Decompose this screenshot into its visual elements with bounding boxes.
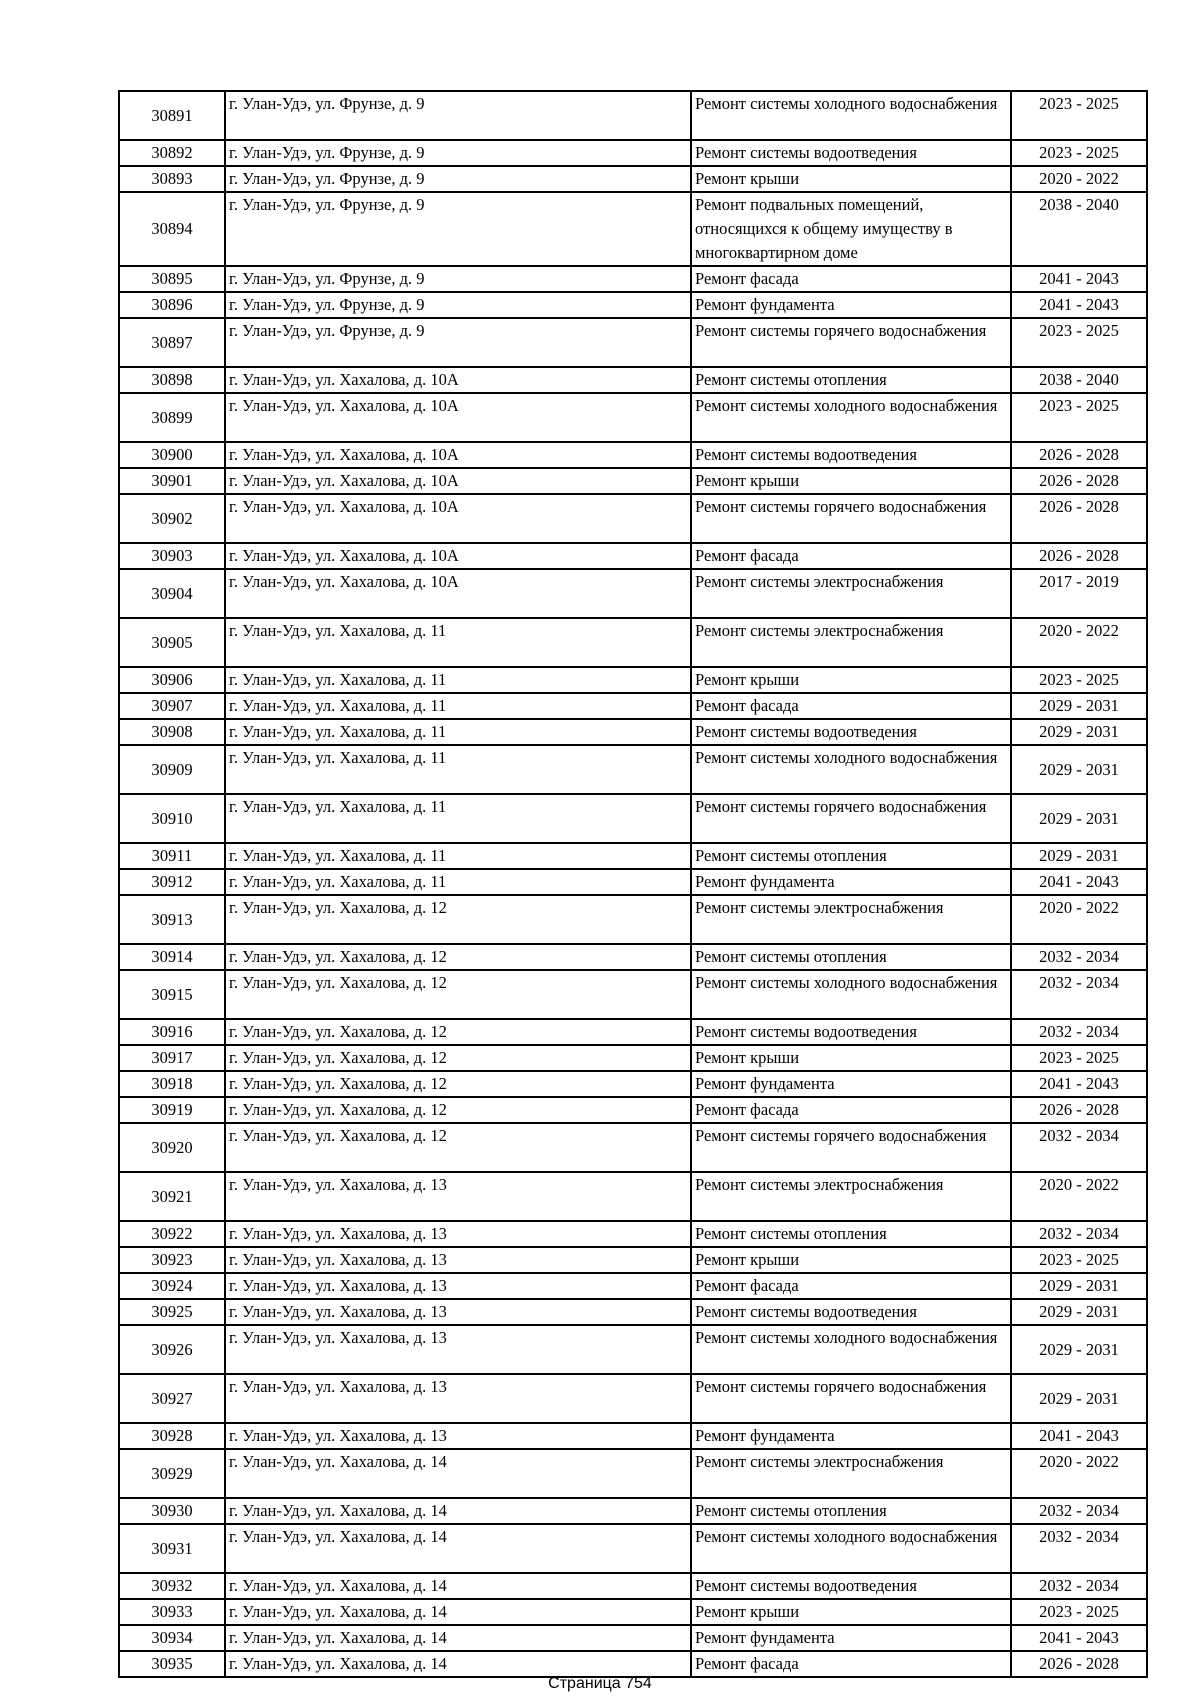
table-row [119, 869, 1147, 895]
table-row [119, 1097, 1147, 1123]
table-row [119, 468, 1147, 494]
table-row [119, 91, 1147, 140]
row-address: г. Улан-Удэ, ул. Хахалова, д. 14 [225, 1651, 691, 1677]
row-work: Ремонт системы холодного водоснабжения [691, 1325, 1011, 1374]
row-period: 2032 - 2034 [1011, 1498, 1147, 1524]
row-period: 2023 - 2025 [1011, 1045, 1147, 1071]
row-period: 2032 - 2034 [1011, 944, 1147, 970]
row-address: г. Улан-Удэ, ул. Хахалова, д. 13 [225, 1221, 691, 1247]
row-number: 30895 [119, 266, 225, 292]
table-row [119, 543, 1147, 569]
row-work: Ремонт системы отопления [691, 367, 1011, 393]
row-address: г. Улан-Удэ, ул. Фрунзе, д. 9 [225, 318, 691, 367]
row-number: 30899 [119, 393, 225, 442]
row-address: г. Улан-Удэ, ул. Хахалова, д. 14 [225, 1498, 691, 1524]
table-row [119, 618, 1147, 667]
row-number: 30933 [119, 1599, 225, 1625]
row-work: Ремонт системы горячего водоснабжения [691, 794, 1011, 843]
row-address: г. Улан-Удэ, ул. Хахалова, д. 13 [225, 1247, 691, 1273]
row-work: Ремонт системы отопления [691, 1498, 1011, 1524]
row-number: 30912 [119, 869, 225, 895]
row-period: 2026 - 2028 [1011, 468, 1147, 494]
row-period: 2041 - 2043 [1011, 266, 1147, 292]
row-period: 2041 - 2043 [1011, 869, 1147, 895]
table-row [119, 166, 1147, 192]
row-number: 30904 [119, 569, 225, 618]
row-work: Ремонт системы холодного водоснабжения [691, 91, 1011, 140]
row-work: Ремонт крыши [691, 468, 1011, 494]
row-work: Ремонт фасада [691, 266, 1011, 292]
row-period: 2023 - 2025 [1011, 393, 1147, 442]
row-address: г. Улан-Удэ, ул. Хахалова, д. 12 [225, 944, 691, 970]
table-row [119, 1123, 1147, 1172]
row-number: 30935 [119, 1651, 225, 1677]
row-address: г. Улан-Удэ, ул. Хахалова, д. 10А [225, 569, 691, 618]
row-period: 2041 - 2043 [1011, 1423, 1147, 1449]
row-number: 30924 [119, 1273, 225, 1299]
row-period: 2041 - 2043 [1011, 292, 1147, 318]
table-row [119, 843, 1147, 869]
row-work: Ремонт фасада [691, 1273, 1011, 1299]
row-address: г. Улан-Удэ, ул. Хахалова, д. 12 [225, 895, 691, 944]
table-row [119, 292, 1147, 318]
row-number: 30898 [119, 367, 225, 393]
row-period: 2023 - 2025 [1011, 91, 1147, 140]
table-row [119, 1172, 1147, 1221]
table-row [119, 1071, 1147, 1097]
row-period: 2026 - 2028 [1011, 543, 1147, 569]
row-work: Ремонт крыши [691, 1045, 1011, 1071]
row-number: 30896 [119, 292, 225, 318]
row-address: г. Улан-Удэ, ул. Фрунзе, д. 9 [225, 166, 691, 192]
row-address: г. Улан-Удэ, ул. Хахалова, д. 11 [225, 745, 691, 794]
table-row [119, 1045, 1147, 1071]
row-address: г. Улан-Удэ, ул. Хахалова, д. 12 [225, 1045, 691, 1071]
row-address: г. Улан-Удэ, ул. Фрунзе, д. 9 [225, 266, 691, 292]
row-number: 30920 [119, 1123, 225, 1172]
row-work: Ремонт системы холодного водоснабжения [691, 393, 1011, 442]
row-number: 30913 [119, 895, 225, 944]
table-row [119, 266, 1147, 292]
row-work: Ремонт системы горячего водоснабжения [691, 318, 1011, 367]
row-period: 2026 - 2028 [1011, 1651, 1147, 1677]
row-work: Ремонт системы электроснабжения [691, 1172, 1011, 1221]
row-work: Ремонт системы отопления [691, 944, 1011, 970]
table-row [119, 1449, 1147, 1498]
row-number: 30900 [119, 442, 225, 468]
row-number: 30927 [119, 1374, 225, 1423]
row-work: Ремонт системы горячего водоснабжения [691, 1374, 1011, 1423]
row-work: Ремонт фасада [691, 693, 1011, 719]
row-number: 30907 [119, 693, 225, 719]
row-number: 30922 [119, 1221, 225, 1247]
row-period: 2029 - 2031 [1011, 745, 1147, 794]
row-number: 30901 [119, 468, 225, 494]
table-row [119, 970, 1147, 1019]
row-number: 30919 [119, 1097, 225, 1123]
table-row [119, 1299, 1147, 1325]
row-address: г. Улан-Удэ, ул. Хахалова, д. 12 [225, 970, 691, 1019]
row-number: 30908 [119, 719, 225, 745]
row-number: 30931 [119, 1524, 225, 1573]
row-address: г. Улан-Удэ, ул. Хахалова, д. 11 [225, 667, 691, 693]
table-row [119, 1325, 1147, 1374]
table-row [119, 1498, 1147, 1524]
row-period: 2029 - 2031 [1011, 719, 1147, 745]
table-row [119, 1625, 1147, 1651]
row-address: г. Улан-Удэ, ул. Хахалова, д. 13 [225, 1374, 691, 1423]
row-number: 30934 [119, 1625, 225, 1651]
table-row [119, 1273, 1147, 1299]
row-period: 2032 - 2034 [1011, 970, 1147, 1019]
table-row [119, 1599, 1147, 1625]
row-period: 2023 - 2025 [1011, 318, 1147, 367]
row-period: 2029 - 2031 [1011, 794, 1147, 843]
row-period: 2029 - 2031 [1011, 1299, 1147, 1325]
row-address: г. Улан-Удэ, ул. Хахалова, д. 14 [225, 1449, 691, 1498]
row-work: Ремонт системы водоотведения [691, 719, 1011, 745]
row-work: Ремонт фундамента [691, 869, 1011, 895]
row-number: 30925 [119, 1299, 225, 1325]
row-work: Ремонт системы электроснабжения [691, 1449, 1011, 1498]
row-address: г. Улан-Удэ, ул. Фрунзе, д. 9 [225, 292, 691, 318]
table-row [119, 1573, 1147, 1599]
row-address: г. Улан-Удэ, ул. Хахалова, д. 10А [225, 367, 691, 393]
row-work: Ремонт системы водоотведения [691, 140, 1011, 166]
row-address: г. Улан-Удэ, ул. Хахалова, д. 12 [225, 1097, 691, 1123]
row-work: Ремонт системы водоотведения [691, 442, 1011, 468]
row-period: 2032 - 2034 [1011, 1221, 1147, 1247]
table-row [119, 1221, 1147, 1247]
row-number: 30894 [119, 192, 225, 266]
row-work: Ремонт системы холодного водоснабжения [691, 1524, 1011, 1573]
row-period: 2029 - 2031 [1011, 1374, 1147, 1423]
table-row [119, 393, 1147, 442]
row-work: Ремонт подвальных помещений, относящихся к общему имуществу в многоквартирном доме [691, 192, 1011, 266]
row-work: Ремонт системы холодного водоснабжения [691, 745, 1011, 794]
row-work: Ремонт крыши [691, 1247, 1011, 1273]
row-period: 2029 - 2031 [1011, 843, 1147, 869]
table-row [119, 1423, 1147, 1449]
row-work: Ремонт системы горячего водоснабжения [691, 1123, 1011, 1172]
row-work: Ремонт фасада [691, 1097, 1011, 1123]
row-period: 2032 - 2034 [1011, 1573, 1147, 1599]
row-work: Ремонт фундамента [691, 1423, 1011, 1449]
row-address: г. Улан-Удэ, ул. Фрунзе, д. 9 [225, 91, 691, 140]
row-period: 2026 - 2028 [1011, 442, 1147, 468]
works-table-body [119, 91, 1147, 1677]
works-table [118, 90, 1148, 1678]
row-work: Ремонт системы отопления [691, 1221, 1011, 1247]
row-work: Ремонт фундамента [691, 1625, 1011, 1651]
row-period: 2032 - 2034 [1011, 1019, 1147, 1045]
row-address: г. Улан-Удэ, ул. Хахалова, д. 11 [225, 618, 691, 667]
row-work: Ремонт фундамента [691, 1071, 1011, 1097]
row-number: 30891 [119, 91, 225, 140]
row-work: Ремонт фундамента [691, 292, 1011, 318]
row-address: г. Улан-Удэ, ул. Хахалова, д. 12 [225, 1123, 691, 1172]
row-period: 2026 - 2028 [1011, 1097, 1147, 1123]
table-row [119, 1019, 1147, 1045]
row-address: г. Улан-Удэ, ул. Фрунзе, д. 9 [225, 140, 691, 166]
row-address: г. Улан-Удэ, ул. Хахалова, д. 13 [225, 1273, 691, 1299]
row-number: 30930 [119, 1498, 225, 1524]
row-work: Ремонт системы электроснабжения [691, 895, 1011, 944]
table-row [119, 140, 1147, 166]
table-row [119, 1247, 1147, 1273]
row-work: Ремонт системы водоотведения [691, 1573, 1011, 1599]
table-row [119, 745, 1147, 794]
row-period: 2026 - 2028 [1011, 494, 1147, 543]
row-period: 2020 - 2022 [1011, 1172, 1147, 1221]
row-period: 2023 - 2025 [1011, 667, 1147, 693]
row-address: г. Улан-Удэ, ул. Хахалова, д. 14 [225, 1573, 691, 1599]
row-address: г. Улан-Удэ, ул. Хахалова, д. 11 [225, 794, 691, 843]
row-work: Ремонт системы водоотведения [691, 1299, 1011, 1325]
page-number: Страница 754 [548, 1675, 652, 1692]
row-address: г. Улан-Удэ, ул. Хахалова, д. 12 [225, 1071, 691, 1097]
table-row [119, 367, 1147, 393]
row-work: Ремонт крыши [691, 166, 1011, 192]
row-address: г. Улан-Удэ, ул. Хахалова, д. 11 [225, 693, 691, 719]
row-period: 2032 - 2034 [1011, 1524, 1147, 1573]
row-number: 30902 [119, 494, 225, 543]
table-row [119, 1374, 1147, 1423]
table-row [119, 318, 1147, 367]
row-number: 30906 [119, 667, 225, 693]
row-period: 2029 - 2031 [1011, 1273, 1147, 1299]
row-period: 2023 - 2025 [1011, 1247, 1147, 1273]
row-work: Ремонт крыши [691, 667, 1011, 693]
row-period: 2020 - 2022 [1011, 895, 1147, 944]
row-address: г. Улан-Удэ, ул. Хахалова, д. 11 [225, 869, 691, 895]
row-address: г. Улан-Удэ, ул. Хахалова, д. 10А [225, 393, 691, 442]
row-number: 30892 [119, 140, 225, 166]
row-address: г. Улан-Удэ, ул. Хахалова, д. 14 [225, 1524, 691, 1573]
row-period: 2023 - 2025 [1011, 140, 1147, 166]
row-number: 30910 [119, 794, 225, 843]
row-number: 30914 [119, 944, 225, 970]
row-period: 2023 - 2025 [1011, 1599, 1147, 1625]
row-period: 2029 - 2031 [1011, 693, 1147, 719]
row-number: 30893 [119, 166, 225, 192]
row-number: 30932 [119, 1573, 225, 1599]
row-number: 30916 [119, 1019, 225, 1045]
row-number: 30905 [119, 618, 225, 667]
row-work: Ремонт системы электроснабжения [691, 618, 1011, 667]
row-work: Ремонт системы холодного водоснабжения [691, 970, 1011, 1019]
row-address: г. Улан-Удэ, ул. Хахалова, д. 10А [225, 543, 691, 569]
row-period: 2041 - 2043 [1011, 1625, 1147, 1651]
row-period: 2041 - 2043 [1011, 1071, 1147, 1097]
table-row [119, 693, 1147, 719]
row-period: 2029 - 2031 [1011, 1325, 1147, 1374]
row-address: г. Улан-Удэ, ул. Хахалова, д. 14 [225, 1599, 691, 1625]
row-number: 30923 [119, 1247, 225, 1273]
row-address: г. Улан-Удэ, ул. Хахалова, д. 11 [225, 719, 691, 745]
table-row [119, 494, 1147, 543]
row-address: г. Улан-Удэ, ул. Хахалова, д. 12 [225, 1019, 691, 1045]
row-work: Ремонт системы электроснабжения [691, 569, 1011, 618]
row-number: 30918 [119, 1071, 225, 1097]
table-row [119, 667, 1147, 693]
row-number: 30926 [119, 1325, 225, 1374]
row-period: 2020 - 2022 [1011, 618, 1147, 667]
row-work: Ремонт системы отопления [691, 843, 1011, 869]
row-period: 2032 - 2034 [1011, 1123, 1147, 1172]
table-row [119, 1524, 1147, 1573]
row-address: г. Улан-Удэ, ул. Хахалова, д. 10А [225, 468, 691, 494]
row-address: г. Улан-Удэ, ул. Фрунзе, д. 9 [225, 192, 691, 266]
row-work: Ремонт фасада [691, 543, 1011, 569]
row-address: г. Улан-Удэ, ул. Хахалова, д. 13 [225, 1172, 691, 1221]
row-work: Ремонт системы горячего водоснабжения [691, 494, 1011, 543]
row-work: Ремонт системы водоотведения [691, 1019, 1011, 1045]
row-number: 30903 [119, 543, 225, 569]
row-number: 30929 [119, 1449, 225, 1498]
row-address: г. Улан-Удэ, ул. Хахалова, д. 10А [225, 442, 691, 468]
row-address: г. Улан-Удэ, ул. Хахалова, д. 14 [225, 1625, 691, 1651]
table-row [119, 895, 1147, 944]
row-period: 2038 - 2040 [1011, 192, 1147, 266]
row-address: г. Улан-Удэ, ул. Хахалова, д. 13 [225, 1423, 691, 1449]
row-number: 30928 [119, 1423, 225, 1449]
table-row [119, 192, 1147, 266]
row-number: 30911 [119, 843, 225, 869]
table-row [119, 944, 1147, 970]
row-period: 2020 - 2022 [1011, 1449, 1147, 1498]
row-period: 2017 - 2019 [1011, 569, 1147, 618]
row-number: 30915 [119, 970, 225, 1019]
table-row [119, 794, 1147, 843]
row-period: 2020 - 2022 [1011, 166, 1147, 192]
row-work: Ремонт крыши [691, 1599, 1011, 1625]
table-row [119, 569, 1147, 618]
row-period: 2038 - 2040 [1011, 367, 1147, 393]
table-row [119, 442, 1147, 468]
table-row [119, 719, 1147, 745]
row-number: 30921 [119, 1172, 225, 1221]
row-address: г. Улан-Удэ, ул. Хахалова, д. 10А [225, 494, 691, 543]
row-work: Ремонт фасада [691, 1651, 1011, 1677]
row-address: г. Улан-Удэ, ул. Хахалова, д. 11 [225, 843, 691, 869]
row-number: 30897 [119, 318, 225, 367]
row-address: г. Улан-Удэ, ул. Хахалова, д. 13 [225, 1325, 691, 1374]
row-number: 30917 [119, 1045, 225, 1071]
row-number: 30909 [119, 745, 225, 794]
row-address: г. Улан-Удэ, ул. Хахалова, д. 13 [225, 1299, 691, 1325]
